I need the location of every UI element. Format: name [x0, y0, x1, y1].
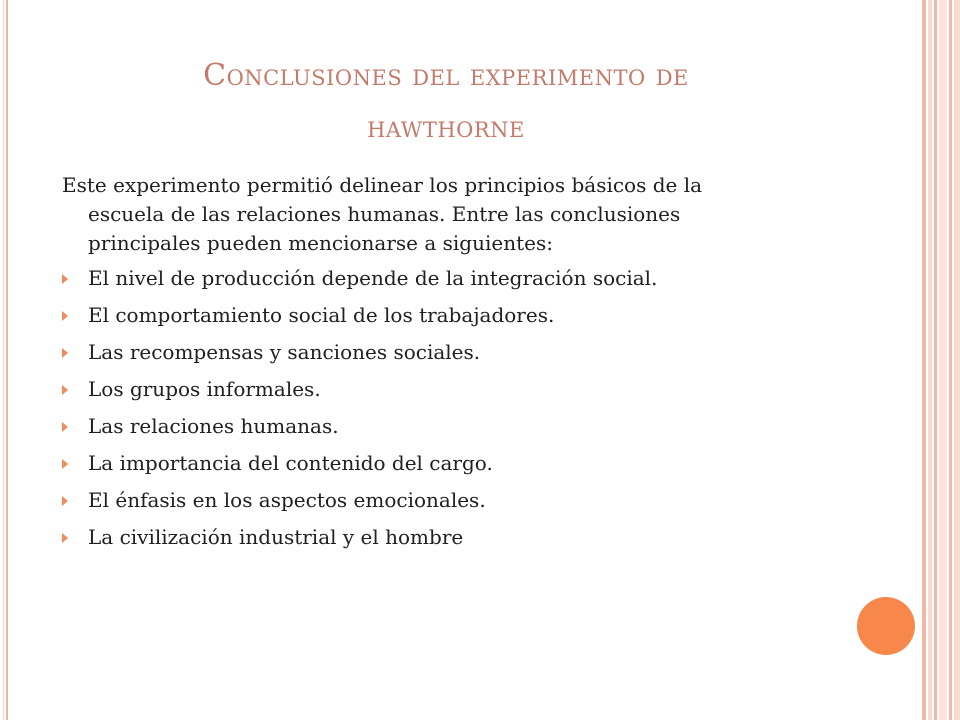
triangle-bullet-icon	[62, 348, 68, 358]
stripe	[934, 0, 937, 720]
left-accent-line-thin	[3, 0, 4, 720]
slide-title-line-1: Conclusiones del experimento de	[203, 58, 689, 93]
stripe	[922, 0, 926, 720]
triangle-bullet-icon	[62, 274, 68, 284]
list-item-text: Las relaciones humanas.	[88, 414, 339, 438]
slide-title	[60, 50, 832, 154]
stripe	[954, 0, 960, 720]
list-item-text: El énfasis en los aspectos emocionales.	[88, 488, 486, 512]
list-item	[62, 375, 762, 404]
left-accent-line	[6, 0, 8, 720]
conclusions-list	[62, 264, 762, 552]
list-item	[62, 264, 762, 293]
list-item	[62, 523, 762, 552]
triangle-bullet-icon	[62, 496, 68, 506]
stripe	[939, 0, 947, 720]
list-item-text: El nivel de producción depende de la integración social.	[88, 266, 658, 290]
orange-circle-decoration	[857, 597, 915, 655]
list-item	[62, 449, 762, 478]
list-item	[62, 338, 762, 367]
triangle-bullet-icon	[62, 385, 68, 395]
list-item-text: La civilización industrial y el hombre	[88, 525, 464, 549]
list-item-text: El comportamiento social de los trabajadores.	[88, 303, 555, 327]
stripe	[949, 0, 952, 720]
list-item-text: Los grupos informales.	[88, 377, 321, 401]
triangle-bullet-icon	[62, 422, 68, 432]
intro-paragraph: Este experimento permitió delinear los principios básicos de la escuela de las relaciones humanas. Entre las conclusiones principales pueden mencionarse a siguientes:	[62, 173, 703, 255]
list-item	[62, 301, 762, 330]
stripe	[928, 0, 932, 720]
slide-body	[62, 171, 762, 560]
triangle-bullet-icon	[62, 533, 68, 543]
list-item	[62, 412, 762, 441]
list-item-text: La importancia del contenido del cargo.	[88, 451, 493, 475]
triangle-bullet-icon	[62, 459, 68, 469]
slide-title-line-2: hawthorne	[367, 110, 525, 145]
triangle-bullet-icon	[62, 311, 68, 321]
right-decorative-stripes	[922, 0, 960, 720]
list-item	[62, 486, 762, 515]
list-item-text: Las recompensas y sanciones sociales.	[88, 340, 481, 364]
